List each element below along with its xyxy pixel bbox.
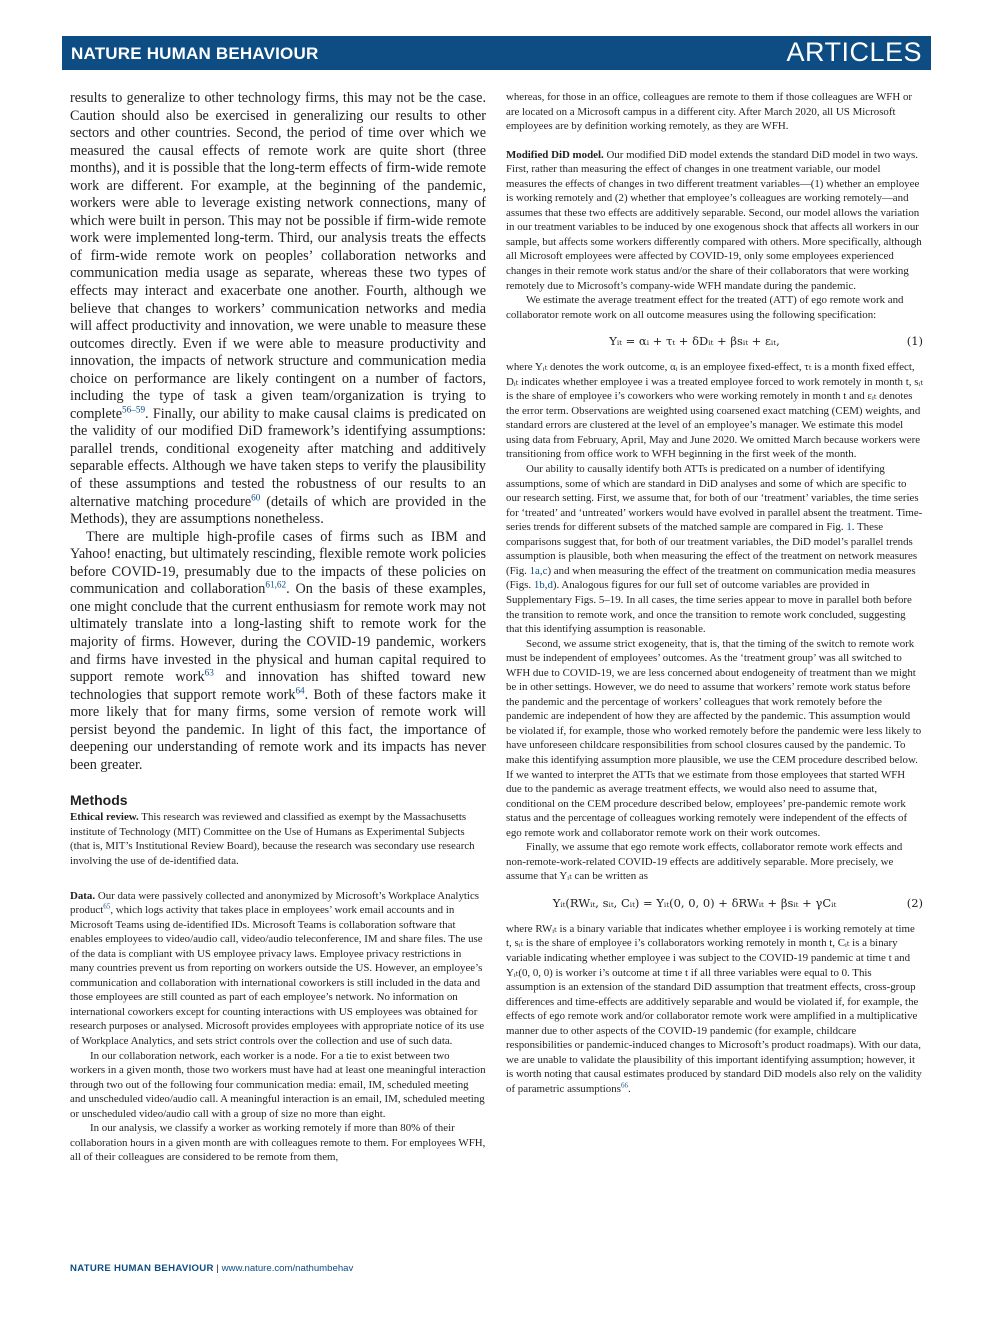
- figure-link[interactable]: 1: [846, 521, 852, 534]
- ethical-review-paragraph: [70, 810, 486, 868]
- text-run: ). Analogous figures for our full set of outcome variables are provided in Supplementary Figs. 5–19. In all cases, the time series appear to move in parallel both before the transition to remote work, and once the transition to remote work concluded, suggesting that this identifying assumption is reasonable.: [506, 579, 912, 636]
- page-footer: [70, 1263, 353, 1274]
- citation-ref[interactable]: 60: [251, 491, 261, 502]
- remote-work-policy-paragraph: [70, 529, 486, 775]
- footer-separator: |: [213, 1263, 222, 1274]
- citation-ref[interactable]: 63: [204, 667, 214, 678]
- text-run: . Finally, our ability to make causal claims is predicated on the validity of our modified DiD framework’s identifying assumptions: parallel trends, conditional exogeneity after matching and additively separable effects. Although we have taken steps to verify the plausibility of these assumptions and tested the robustness of our results to an alternative matching procedure: [70, 405, 486, 510]
- modified-did-paragraph: [506, 148, 923, 293]
- text-run: . On the basis of these examples, one might conclude that the current enthusiasm for remote work may not ultimately translate into a long-lasting shift to remote work for the majority of firms. However, during the COVID-19 pandemic, workers and firms have invested in the physical and human capital required to support remote work: [70, 581, 487, 686]
- data-paragraph: [70, 889, 486, 1049]
- equation-expression: Yᵢₜ = αᵢ + τₜ + δDᵢₜ + βsᵢₜ + εᵢₜ,: [609, 334, 780, 349]
- att-paragraph: We estimate the average treatment effect for the treated (ATT) of ego remote work and collaborator remote work on all outcome measures using the following specification:: [506, 294, 904, 321]
- text-run: and innovation has shifted toward new technologies that support remote work: [70, 669, 486, 703]
- equation-number: (2): [906, 895, 923, 910]
- text-run: Our modified DiD model extends the standard DiD model in two ways. First, rather than measuring the effect of changes in one treatment variable, our model measures the effects of changes in two different treatment variables—(1) whether an employee is working remotely and (2) whether that employee’s colleagues are working remotely—and assumes that these two effects are additively separable. Second, our model allows the variation in our treatment variables to be induced by one exogenous shock that affects all workers in our sample, but affects some workers differently compared with others. More specifically, although all Microsoft employees were affected by COVID-19, only some employees experienced changes in their remote work status and/or the share of their collaborators that were working remotely due to Microsoft’s company-wide WFH mandate during the pandemic.: [506, 148, 922, 292]
- run-in-heading: Data.: [70, 889, 96, 902]
- text-run: Our ability to causally identify both ATTs is predicated on a number of identifying assumptions, some of which are standard in DiD analyses and some of which are specific to our research setting. First, we assume that, for both of our ‘treatment’ variables, the time series for ‘treated’ and ‘untreated’ workers would have evolved in parallel absent the treatment. Time-series trends for different subsets of the matched sample are compared in Fig.: [506, 463, 923, 534]
- left-column: [70, 90, 486, 1165]
- section-tag: ARTICLES: [786, 37, 922, 67]
- citation-ref[interactable]: 65: [103, 902, 111, 911]
- network-paragraph: In our collaboration network, each worker is a node. For a tie to exist between two workers in a given month, those two workers must have had at least one meaningful interaction through two out of the following four communication media: email, IM, scheduled meeting and unscheduled video/audio call. A meaningful interaction is an email, IM, scheduled meeting or unscheduled video/audio call with a group of size no more than eight.: [70, 1049, 486, 1120]
- text-run: This research was reviewed and classified as exempt by the Massachusetts institute of Technology (MIT) Committee on the Use of Humans as Experimental Subjects (that is, MIT’s Institutional Review Board), because the research was secondary use research involving the use of de-identified data.: [70, 811, 475, 867]
- run-in-heading: Ethical review.: [70, 811, 139, 824]
- equation-1: [506, 328, 923, 356]
- citation-ref[interactable]: 56–59: [122, 404, 146, 415]
- equation-expression: Yᵢₜ(RWᵢₜ, sᵢₜ, Cᵢₜ) = Yᵢₜ(0, 0, 0) + δRWᵢₜ + βsᵢₜ + γCᵢₜ: [552, 895, 837, 910]
- discussion-text: [70, 90, 486, 774]
- journal-header-bar: [62, 36, 931, 70]
- citation-ref[interactable]: 61,62: [265, 579, 287, 590]
- methods-text-left: [70, 810, 486, 1165]
- journal-name: NATURE HUMAN BEHAVIOUR: [71, 44, 319, 63]
- right-column: [506, 90, 923, 1096]
- limitations-paragraph: [70, 90, 486, 529]
- assumptions-paragraph: [506, 462, 923, 637]
- text-run: results to generalize to other technology firms, this may not be the case. Caution should also be exercised in generalizing our results to other sectors and other countries. Second, the period of time over which we measured the causal effects of remote work are quite short (three months), and it is possible that the long-term effects of firm-wide remote work are different. For example, at the beginning of the pandemic, workers were able to leverage existing network connections, many of which were built in person. This may not be possible if firm-wide remote work were implemented long-term. Third, our analysis treats the effects of firm-wide remote work on peoples’ collaboration networks and communication media usage as separate, whereas these two types of effects may interact and exacerbate one another. Fourth, although we believe that changes to workers’ communication networks and media will affect productivity and innovation, we were unable to measure these outcomes directly. Even if we were able to measure productivity and innovation, the impacts of network structure and communication media choice on performance are likely contingent on a number of factors, including the type of task a given team/organization is trying to complete: [70, 90, 486, 422]
- figure-link[interactable]: 1a,c: [529, 564, 548, 577]
- citation-ref[interactable]: 64: [295, 684, 305, 695]
- remote-classification-paragraph: In our analysis, we classify a worker as working remotely if more than 80% of their collaboration hours in a given month are with colleagues remote to them. For employees WFH, all of their colleagues are considered to be remote from them,: [70, 1122, 486, 1164]
- methods-heading: Methods: [70, 792, 128, 809]
- equation-2: [506, 890, 923, 918]
- text-run: ) and when measuring the effect of the treatment on communication media measures (Figs.: [506, 564, 916, 592]
- text-run: . Both of these factors make it more likely that for many firms, some version of remote work will persist beyond the pandemic. In light of this fact, the importance of deepening our understanding of remote work and its impacts has never been greater.: [70, 686, 486, 773]
- methods-text-right: [506, 90, 923, 1096]
- text-run: (details of which are provided in the Methods), they are assumptions nonetheless.: [70, 493, 486, 528]
- run-in-heading: Modified DiD model.: [506, 148, 604, 161]
- text-run: where RWᵢₜ is a binary variable that indicates whether employee i is working remotely at time t, sᵢₜ is the share of employee i’s collaborators working remotely in month t, Cᵢₜ is a binary variable indicating whether employee i was subject to the COVID-19 pandemic at time t and Yᵢₜ(0, 0, 0) is worker i’s outcome at time t if all three variables were equal to 0. This assumption is an extension of the standard DiD assumption that treatment effects, cross-group differences and time-effects are additively separable and would be violated if, for example, the effects of ego remote work and/or collaborator remote work were amplified in a multiplicative manner due to other aspects of the COVID-19 pandemic (for example, childcare responsibilities or pandemic-induced changes to Microsoft’s product roadmaps). With our data, we are unable to validate the plausibility of this important identifying assumption; however, it is worth noting that causal estimates produced by standard DiD models also rely on the validity of parametric assumptions: [506, 922, 922, 1095]
- text-run: , which logs activity that takes place in employees’ work email accounts and in Microsoft Teams using de-identified IDs. Microsoft Teams is collaboration software that enables employees to video/audio call, video/audio teleconference, IM and share files. The use of the data is compliant with US employee privacy laws. Employee privacy restrictions in many countries prevent us from reporting on workers outside the US. However, an employee’s communication and collaboration with international coworkers is still included in the data and those employees are still counted as part of each employee’s network. No information on international coworkers except for counting interactions with US employees was obtained for research purposes or analysed. Microsoft provides employees with appropriate notice of its use of Workplace Analytics, and sets strict controls over the collection and use of such data.: [70, 904, 485, 1047]
- figure-link[interactable]: 1b,d: [533, 579, 553, 592]
- where-paragraph-2: [506, 922, 923, 1097]
- footer-url-link[interactable]: www.nature.com/nathumbehav: [221, 1263, 354, 1274]
- footer-journal: NATURE HUMAN BEHAVIOUR: [70, 1263, 214, 1274]
- equation-number: (1): [906, 334, 923, 349]
- text-run: .: [628, 1082, 631, 1095]
- separability-paragraph: Finally, we assume that ego remote work effects, collaborator remote work effects and non-remote-work-related COVID-19 effects are additively separable. More precisely, we assume that Yᵢₜ can be written as: [506, 841, 903, 883]
- text-run: There are multiple high-profile cases of firms such as IBM and Yahoo! enacting, but ultimately rescinding, flexible remote work policies before COVID-19, presumably due to the impacts of these policies on communication and collaboration: [70, 528, 486, 598]
- text-run: Our data were passively collected and anonymized by Microsoft’s Workplace Analytics product: [70, 889, 480, 917]
- where-paragraph-1: where Yᵢₜ denotes the work outcome, αᵢ is an employee fixed-effect, τₜ is a month fixed effect, Dᵢₜ indicates whether employee i was a treated employee forced to work remotely in month t, sᵢₜ is the share of employee i’s coworkers who were working remotely in month t and εᵢₜ denotes the error term. Observations are weighted using coarsened exact matching (CEM) weights, and standard errors are clustered at the level of an employee’s manager. We estimate this model using data from February, April, May and June 2020. We omitted March because workers were transitioning from office work to WFH beginning in the first week of the month.: [506, 361, 923, 461]
- exogeneity-paragraph: Second, we assume strict exogeneity, that is, that the timing of the switch to remote work must be independent of employees’ outcomes. As the ‘treatment group’ was all switched to WFH due to COVID-19, we are less concerned about endogeneity of treatment than we might be in other settings. However, we do need to assume that workers’ remote work status before the pandemic and the percentage of workers’ colleagues that work remotely before the pandemic are independent of how they are affected by the pandemic. This assumption would be violated if, for example, those who worked remotely before the pandemic were less likely to have unforeseen childcare responsibilities from school closures caused by the pandemic. To make this identifying assumption more plausible, we use the CEM procedure described below. If we wanted to interpret the ATTs that we estimate from those employees that started WFH due to the pandemic as average treatment effects, we would also need to assume that, conditional on the CEM procedure described below, employees’ pre-pandemic remote work status and the percentage of colleagues working remotely were independent of the effects of ego remote work and collaborator remote work on their work outcomes.: [506, 637, 922, 839]
- citation-ref[interactable]: 66: [620, 1081, 629, 1090]
- continued-paragraph: whereas, for those in an office, colleagues are remote to them if those colleagues are WFH or are located on a Microsoft campus in a different city. After March 2020, all US Microsoft employees are by definition working remotely, as they are WFH.: [506, 91, 913, 133]
- text-run: . These comparisons suggest that, for both of our treatment variables, the DiD model’s parallel trends assumption is plausible, both when measuring the effect of the treatment on network measures (Fig.: [506, 521, 918, 577]
